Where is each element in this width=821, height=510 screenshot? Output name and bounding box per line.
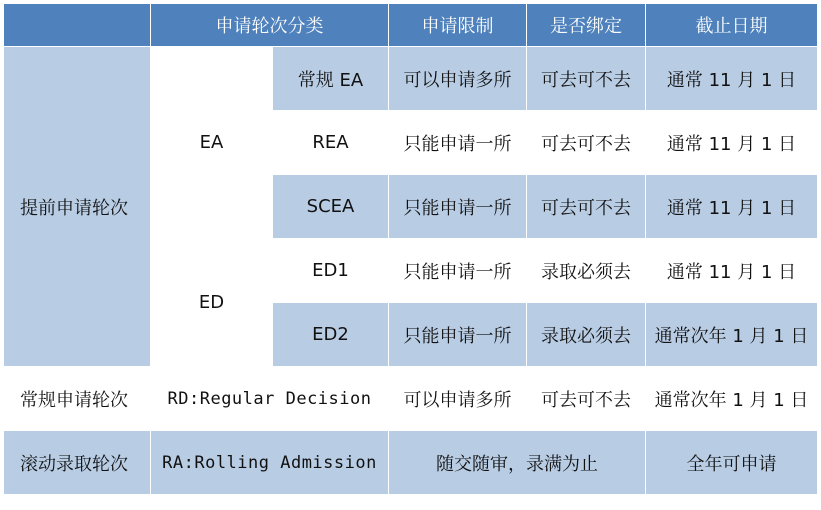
table-header-row	[4, 4, 818, 47]
admission-rounds-table-wrapper	[3, 3, 818, 495]
round-type-cell: REA	[273, 111, 389, 175]
binding-cell: 录取必须去	[527, 303, 646, 367]
admission-rounds-table	[3, 3, 818, 495]
deadline-cell: 通常 11 月 1 日	[646, 47, 818, 111]
header-binding: 是否绑定	[527, 4, 646, 47]
deadline-cell: 通常 11 月 1 日	[646, 111, 818, 175]
rolling-restriction-binding-cell: 随交随审，录满为止	[389, 431, 646, 495]
round-type-cell: SCEA	[273, 175, 389, 239]
restriction-cell: 可以申请多所	[389, 47, 527, 111]
binding-cell: 可去可不去	[527, 111, 646, 175]
restriction-cell: 只能申请一所	[389, 303, 527, 367]
restriction-cell: 只能申请一所	[389, 111, 527, 175]
header-restriction: 申请限制	[389, 4, 527, 47]
restriction-cell: 只能申请一所	[389, 175, 527, 239]
binding-cell: 可去可不去	[527, 47, 646, 111]
round-type-cell: ED2	[273, 303, 389, 367]
group-rolling-label: 滚动录取轮次	[4, 431, 151, 495]
deadline-cell: 通常次年 1 月 1 日	[646, 367, 818, 431]
binding-cell: 录取必须去	[527, 239, 646, 303]
regular-type-cell: RD:Regular Decision	[151, 367, 389, 431]
header-empty-cell	[4, 4, 151, 47]
table-row	[4, 431, 818, 495]
binding-cell: 可去可不去	[527, 367, 646, 431]
deadline-cell: 通常次年 1 月 1 日	[646, 303, 818, 367]
restriction-cell: 只能申请一所	[389, 239, 527, 303]
header-round-category: 申请轮次分类	[151, 4, 389, 47]
round-type-cell: ED1	[273, 239, 389, 303]
deadline-cell: 通常 11 月 1 日	[646, 175, 818, 239]
deadline-cell: 全年可申请	[646, 431, 818, 495]
rolling-type-cell: RA:Rolling Admission	[151, 431, 389, 495]
group-ea-label: EA	[151, 47, 273, 239]
header-deadline: 截止日期	[646, 4, 818, 47]
table-row	[4, 47, 818, 111]
deadline-cell: 通常 11 月 1 日	[646, 239, 818, 303]
group-early-label: 提前申请轮次	[4, 47, 151, 367]
group-ed-label: ED	[151, 239, 273, 367]
round-type-cell: 常规 EA	[273, 47, 389, 111]
restriction-cell: 可以申请多所	[389, 367, 527, 431]
binding-cell: 可去可不去	[527, 175, 646, 239]
table-row	[4, 367, 818, 431]
group-regular-label: 常规申请轮次	[4, 367, 151, 431]
